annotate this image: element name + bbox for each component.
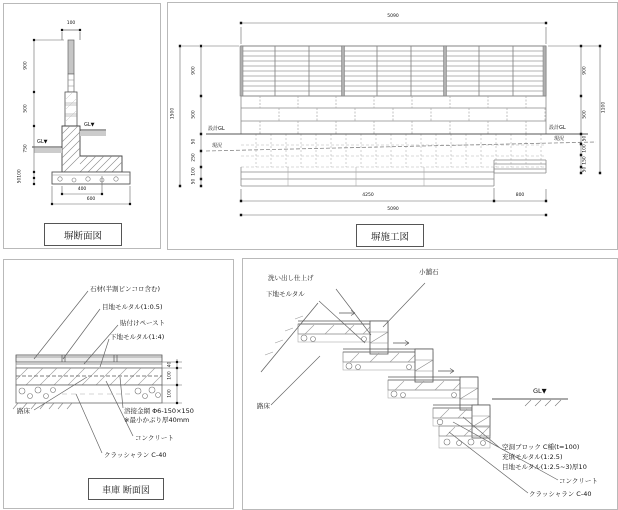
dim-top — [62, 30, 80, 40]
dim-right-total: 1100 — [601, 101, 607, 114]
dim-top-width: 100 — [66, 21, 76, 26]
concrete-layer — [16, 368, 162, 385]
gl-left — [32, 147, 62, 153]
elev-dim-right-4: 150 — [582, 156, 588, 165]
callout-concrete: コンクリート — [135, 434, 174, 442]
title-wall-section — [44, 223, 122, 246]
dim-top-total: 5090 — [387, 14, 399, 19]
dim-bottom-inner: 400 — [77, 187, 87, 192]
dim-bottom-outer: 600 — [86, 197, 96, 202]
design-gl-left-label: 設計GL — [208, 126, 225, 132]
louver-fence — [240, 46, 546, 96]
garage-section-drawing — [4, 260, 233, 508]
dim-bottom-total: 5090 — [387, 207, 399, 212]
design-gl-right-label: 設計GL — [549, 125, 566, 131]
mortar-layers — [16, 362, 162, 368]
dim-left-50: 50 — [17, 177, 23, 184]
elev-dim-right-5: 50 — [582, 166, 588, 173]
elev-dim-left-4: 100 — [191, 167, 197, 176]
callout-leaders — [271, 283, 558, 493]
callout-joint-mortar: 目地モルタル(1:0.5) — [102, 303, 163, 311]
panel-wall-elevation — [167, 2, 618, 250]
gl-right — [80, 130, 106, 136]
gl-line — [492, 399, 568, 406]
block-wall — [65, 92, 77, 126]
crusher-layer — [16, 385, 162, 403]
title-wall-section-text: 塀断面図 — [63, 230, 102, 242]
dim-left-900: 900 — [23, 61, 29, 70]
title-wall-elevation — [356, 224, 424, 247]
title-garage-section-text: 車庫 断面図 — [102, 485, 150, 496]
dim-left-500: 500 — [23, 104, 29, 113]
panel-steps-detail — [242, 258, 618, 510]
title-wall-elevation-text: 塀施工図 — [370, 231, 409, 243]
ground-left-label: 現況 — [212, 143, 223, 149]
existing-ground-line — [206, 142, 596, 151]
buried-blocks — [241, 134, 546, 167]
panel-garage-section — [3, 259, 234, 509]
title-garage-section — [88, 478, 164, 500]
elev-dim-left-2: 50 — [191, 138, 197, 145]
dim-left-750: 750 — [23, 144, 29, 153]
dim-bottom-right: 800 — [515, 193, 525, 198]
elev-dim-right-0: 900 — [582, 66, 588, 75]
label-subgrade: 路床 — [257, 402, 270, 410]
block-wall-rows — [241, 96, 546, 134]
callout-base-mortar: 下地モルタル(1:4) — [110, 333, 165, 341]
elev-dim-right-2: 50 — [582, 135, 588, 142]
label-gl: GL▼ — [533, 387, 547, 395]
callout-mesh-line2: ※最小かぶり厚40mm — [124, 416, 190, 424]
gl-left-label: GL▼ — [37, 139, 48, 145]
elev-dim-left-3: 250 — [191, 153, 197, 162]
garage-dim-2: 100 — [167, 389, 173, 398]
ground-right-label: 現況 — [554, 136, 565, 142]
callout-stone: 石材(半割ピンコロ含む) — [90, 285, 161, 293]
elev-dim-right-1: 500 — [582, 110, 588, 119]
callout-crusher: クラッシャラン C-40 — [529, 490, 592, 498]
callout-paste: 貼付けペースト — [120, 319, 166, 327]
dim-bottom-left: 4250 — [362, 193, 374, 198]
slope-line — [261, 303, 318, 372]
label-subgrade: 路床 — [17, 407, 30, 415]
callout-base-mortar: 下地モルタル — [266, 290, 305, 298]
callout-crusher: クラッシャラン C-40 — [104, 451, 167, 459]
callout-block-line2: 充填モルタル(1:2.5) — [502, 453, 563, 461]
callout-concrete: コンクリート — [559, 477, 598, 485]
callout-block-line1: 空洞ブロック C種(t=100) — [502, 443, 580, 451]
wall-section-drawing — [4, 4, 160, 248]
elev-dim-left-5: 50 — [191, 178, 197, 185]
dim-left-100: 100 — [17, 169, 23, 178]
panel-wall-section — [3, 3, 161, 249]
elev-dim-right-3: 100 — [582, 144, 588, 153]
elev-dim-left-1: 500 — [191, 110, 197, 119]
callout-mesh-line1: 溶接金網 Φ6-150×150 — [124, 407, 194, 415]
foundation-left — [241, 167, 494, 186]
garage-dim-0: 40 — [167, 361, 173, 368]
gl-right-label: GL▼ — [84, 122, 95, 128]
dim-left-total: 1500 — [170, 107, 176, 120]
elev-dim-left-0: 900 — [191, 66, 197, 75]
foundation-right-step — [494, 160, 546, 173]
callout-paving-stone: 小舗石 — [419, 268, 439, 276]
base-slab — [52, 172, 130, 184]
callout-wash-finish: 洗い出し仕上げ — [268, 274, 314, 282]
garage-dim-1: 100 — [167, 371, 173, 380]
fence-post — [68, 40, 74, 92]
callout-block-line3: 目地モルタル(1:2.5~3)厚10 — [502, 463, 587, 471]
